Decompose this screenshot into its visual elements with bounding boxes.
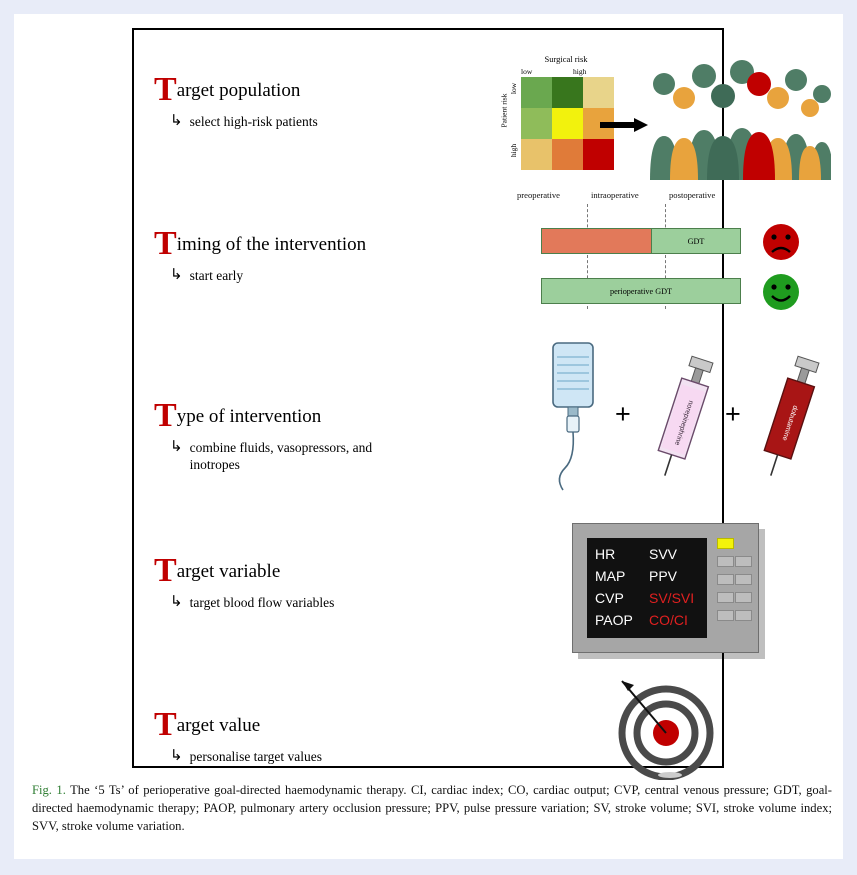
phase-label-preoperative: preoperative [517,190,560,200]
monitor-variable-label: PAOP [595,612,633,629]
row-target-value [154,706,494,766]
plus-sign-2: + [725,399,741,429]
row-subtext: combine fluids, vasopressors, and inotropes [189,440,373,473]
figure-caption [32,782,832,836]
row-heading-rest: arget value [176,715,261,736]
target-dartboard-icon [604,675,734,780]
figure-caption-label: Fig. 1. [32,783,66,797]
row-heading [154,225,494,262]
row-initial: T [154,552,177,589]
risk-matrix [499,54,609,174]
sad-face-icon [761,222,801,262]
risk-matrix-y-high: high [509,143,519,158]
monitor-variable-label: SV/SVI [649,590,695,607]
figure-page [14,14,843,859]
risk-matrix-cell [583,139,614,170]
risk-matrix-cell [583,77,614,108]
bar-perioperative-gdt-label: perioperative GDT [609,287,673,296]
row-subtext: target blood flow variables [189,595,335,611]
risk-matrix-x-low: low [521,67,533,76]
intervention-illustration [529,335,829,505]
risk-matrix-y-label: Patient risk [499,93,509,128]
hook-arrow-icon: ↳ [170,113,183,130]
monitor-key-alarm[interactable] [717,538,734,549]
row-heading-rest: arget variable [176,561,281,582]
risk-matrix-cell [521,77,552,108]
row-subtext-group [170,268,494,285]
monitor-key[interactable] [735,610,752,621]
row-initial: T [154,71,177,108]
timing-diagram [499,190,819,315]
row-heading [154,71,494,108]
risk-matrix-cell [552,139,583,170]
row-subtext: personalise target values [189,749,323,765]
monitor-key[interactable] [735,556,752,567]
syringe-dobutamine-icon [747,353,833,493]
monitor-variable-label: CVP [595,590,624,607]
monitor-key[interactable] [735,574,752,585]
monitor-key[interactable] [717,610,734,621]
row-subtext-group [170,440,494,474]
row-subtext-group [170,749,494,766]
row-target-population [154,71,494,131]
plus-sign-1: + [615,399,631,429]
monitor-variable-label: HR [595,546,616,562]
risk-matrix-title: Surgical risk [544,54,588,64]
row-subtext: start early [189,268,244,284]
row-heading-rest: arget population [176,80,301,101]
patient-crowd-illustration [646,58,831,180]
row-timing [154,225,494,285]
phase-label-intraoperative: intraoperative [591,190,639,200]
phase-label-postoperative: postoperative [669,190,716,200]
monitor-key[interactable] [717,574,734,585]
row-heading [154,706,494,743]
monitor-variable-column-2 [649,543,694,631]
svg-text:dobutamine: dobutamine [780,404,799,442]
row-subtext-group [170,114,494,131]
row-subtext: select high-risk patients [189,114,318,130]
monitor-key[interactable] [717,592,734,603]
bar-standard-care [541,228,669,254]
risk-matrix-y-low: low [509,82,519,95]
row-type-of-intervention [154,397,494,474]
monitor-variable-label: SVV [649,546,678,562]
hook-arrow-icon: ↳ [170,267,183,284]
hook-arrow-icon: ↳ [170,594,183,611]
monitor-key[interactable] [735,592,752,603]
row-subtext-group [170,595,494,612]
row-heading [154,552,494,589]
iv-bag-icon [529,335,619,495]
hook-arrow-icon: ↳ [170,748,183,765]
risk-matrix-cell [552,77,583,108]
monitor-keypad [717,538,753,628]
monitor-body [572,523,759,653]
row-initial: T [154,225,177,262]
haemodynamic-monitor [564,515,764,660]
monitor-variable-label: PPV [649,568,678,585]
arrow-right-icon [600,118,648,132]
monitor-screen [587,538,707,638]
hook-arrow-icon: ↳ [170,439,183,456]
row-heading-rest: iming of the intervention [176,234,367,255]
row-initial: T [154,397,177,434]
row-heading-rest: ype of intervention [176,406,322,427]
monitor-variable-label: CO/CI [649,612,688,629]
syringe-norepinephrine-icon [641,353,727,493]
risk-matrix-x-high: high [573,67,587,76]
row-initial: T [154,706,177,743]
row-heading [154,397,494,434]
risk-matrix-cell [521,108,552,139]
monitor-variable-column-1 [595,543,633,631]
risk-matrix-cell [521,139,552,170]
bar-gdt-label: GDT [687,237,705,246]
svg-text:norepinephrine: norepinephrine [672,399,695,447]
happy-face-icon [761,272,801,312]
risk-matrix-cell [552,108,583,139]
monitor-variable-label: MAP [595,568,626,585]
figure-frame [132,28,799,768]
row-target-variable [154,552,494,612]
monitor-key[interactable] [717,556,734,567]
figure-caption-text: The ‘5 Ts’ of perioperative goal-directed haemodynamic therapy. CI, cardiac index; CO, cardiac output; CVP, central venous pressure; GDT, goal-directed haemodynamic therapy; PAOP, pulmonary artery occlusion pressure; PPV, pulse pressure variation; SV, stroke volume; SVI, stroke volume index; SVV, stroke volume variation. [32,783,832,833]
